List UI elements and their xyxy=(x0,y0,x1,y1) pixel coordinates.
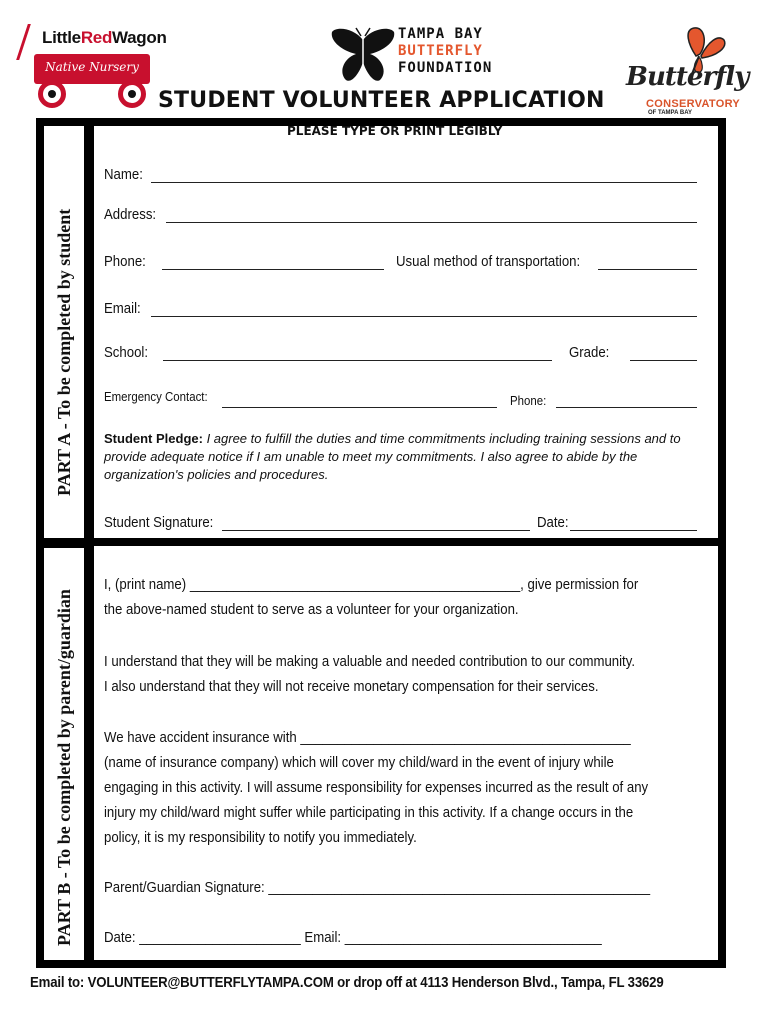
understanding-paragraph xyxy=(104,649,650,699)
parent-signature-line[interactable]: Parent/Guardian Signature: ____________________________________________________ xyxy=(104,879,651,896)
student-signature-label: Student Signature: xyxy=(104,514,214,531)
insurance-line: injury my child/ward might suffer while participating in this activity. If a change occurs in the xyxy=(104,804,634,821)
footer-instructions: Email to: VOLUNTEER@BUTTERFLYTAMPA.COM or drop off at 4113 Henderson Blvd., Tampa, FL 33629 xyxy=(30,974,664,991)
little-red-wagon-logo xyxy=(22,20,167,112)
student-signature-field[interactable] xyxy=(222,530,530,531)
phone-label: Phone: xyxy=(104,253,146,270)
insurance-line: (name of insurance company) which will cover my child/ward in the event of injury while xyxy=(104,754,614,771)
school-label: School: xyxy=(104,344,149,361)
tbbf-line: BUTTERFLY xyxy=(398,43,483,59)
tampa-bay-butterfly-foundation-logo xyxy=(330,26,493,88)
emergency-contact-label: Emergency Contact: xyxy=(104,389,208,404)
tbbf-line: TAMPA BAY xyxy=(398,26,483,42)
transportation-label: Usual method of transportation: xyxy=(396,253,581,270)
pledge-text: I agree to fulfill the duties and time commitments including training sessions and to provide adequate notice if I am unable to meet my commitments. I also agree to abide by the organization's policies and procedures. xyxy=(104,431,681,482)
tbbf-line: FOUNDATION xyxy=(398,60,493,76)
address-field[interactable] xyxy=(166,222,697,223)
parent-signature-row[interactable] xyxy=(104,875,650,900)
conservatory-location-text: OF TAMPA BAY xyxy=(648,110,693,116)
name-label: Name: xyxy=(104,166,143,183)
pledge-lead: Student Pledge: xyxy=(104,431,203,446)
understanding-line: I understand that they will be making a valuable and needed contribution to our community. xyxy=(104,653,636,670)
insurance-line: We have accident insurance with _____________________________________________ xyxy=(104,729,631,746)
conservatory-text: CONSERVATORY xyxy=(646,98,741,110)
permission-line: the above-named student to serve as a volunteer for your organization. xyxy=(104,601,519,618)
email-label: Email: xyxy=(104,300,141,317)
print-instruction: PLEASE TYPE OR PRINT LEGIBLY xyxy=(287,124,503,138)
student-date-field[interactable] xyxy=(570,530,697,531)
butterfly-conservatory-logo xyxy=(622,26,749,116)
student-pledge xyxy=(104,430,704,484)
address-label: Address: xyxy=(104,206,157,223)
insurance-line: engaging in this activity. I will assume responsibility for expenses incurred as the result of any xyxy=(104,779,649,796)
transportation-field[interactable] xyxy=(598,269,697,270)
butterfly-icon xyxy=(330,26,396,84)
permission-line: I, (print name) _____________________________________________, give permission for xyxy=(104,576,639,593)
grade-label: Grade: xyxy=(569,344,610,361)
wagon-logo-title: LittleRedWagon xyxy=(42,28,167,47)
grade-field[interactable] xyxy=(630,360,697,361)
permission-paragraph xyxy=(104,572,650,622)
parent-date-email-line[interactable]: Date: ______________________ Email: ___________________________________ xyxy=(104,929,602,946)
wagon-wheel-icon xyxy=(38,80,66,108)
wagon-wheel-icon xyxy=(118,80,146,108)
emergency-contact-field[interactable] xyxy=(222,407,497,408)
part-a-label: PART A - To be completed by student xyxy=(54,208,74,496)
school-field[interactable] xyxy=(163,360,552,361)
understanding-line: I also understand that they will not receive monetary compensation for their services. xyxy=(104,678,599,695)
insurance-line: policy, it is my responsibility to notify you immediately. xyxy=(104,829,417,846)
parent-date-email-row[interactable] xyxy=(104,925,650,950)
conservatory-script-text: Butterfly xyxy=(626,62,749,92)
emergency-phone-label: Phone: xyxy=(510,393,547,408)
name-field[interactable] xyxy=(151,182,697,183)
wagon-logo-subtitle: Native Nursery xyxy=(45,60,139,74)
email-field[interactable] xyxy=(151,316,697,317)
emergency-phone-field[interactable] xyxy=(556,407,697,408)
student-date-label: Date: xyxy=(537,514,569,531)
insurance-paragraph xyxy=(104,725,650,850)
page-title: STUDENT VOLUNTEER APPLICATION xyxy=(158,88,605,113)
part-b-label: PART B - To be completed by parent/guardian xyxy=(54,589,74,946)
tbbf-logo-text xyxy=(398,26,492,77)
phone-field[interactable] xyxy=(162,269,384,270)
